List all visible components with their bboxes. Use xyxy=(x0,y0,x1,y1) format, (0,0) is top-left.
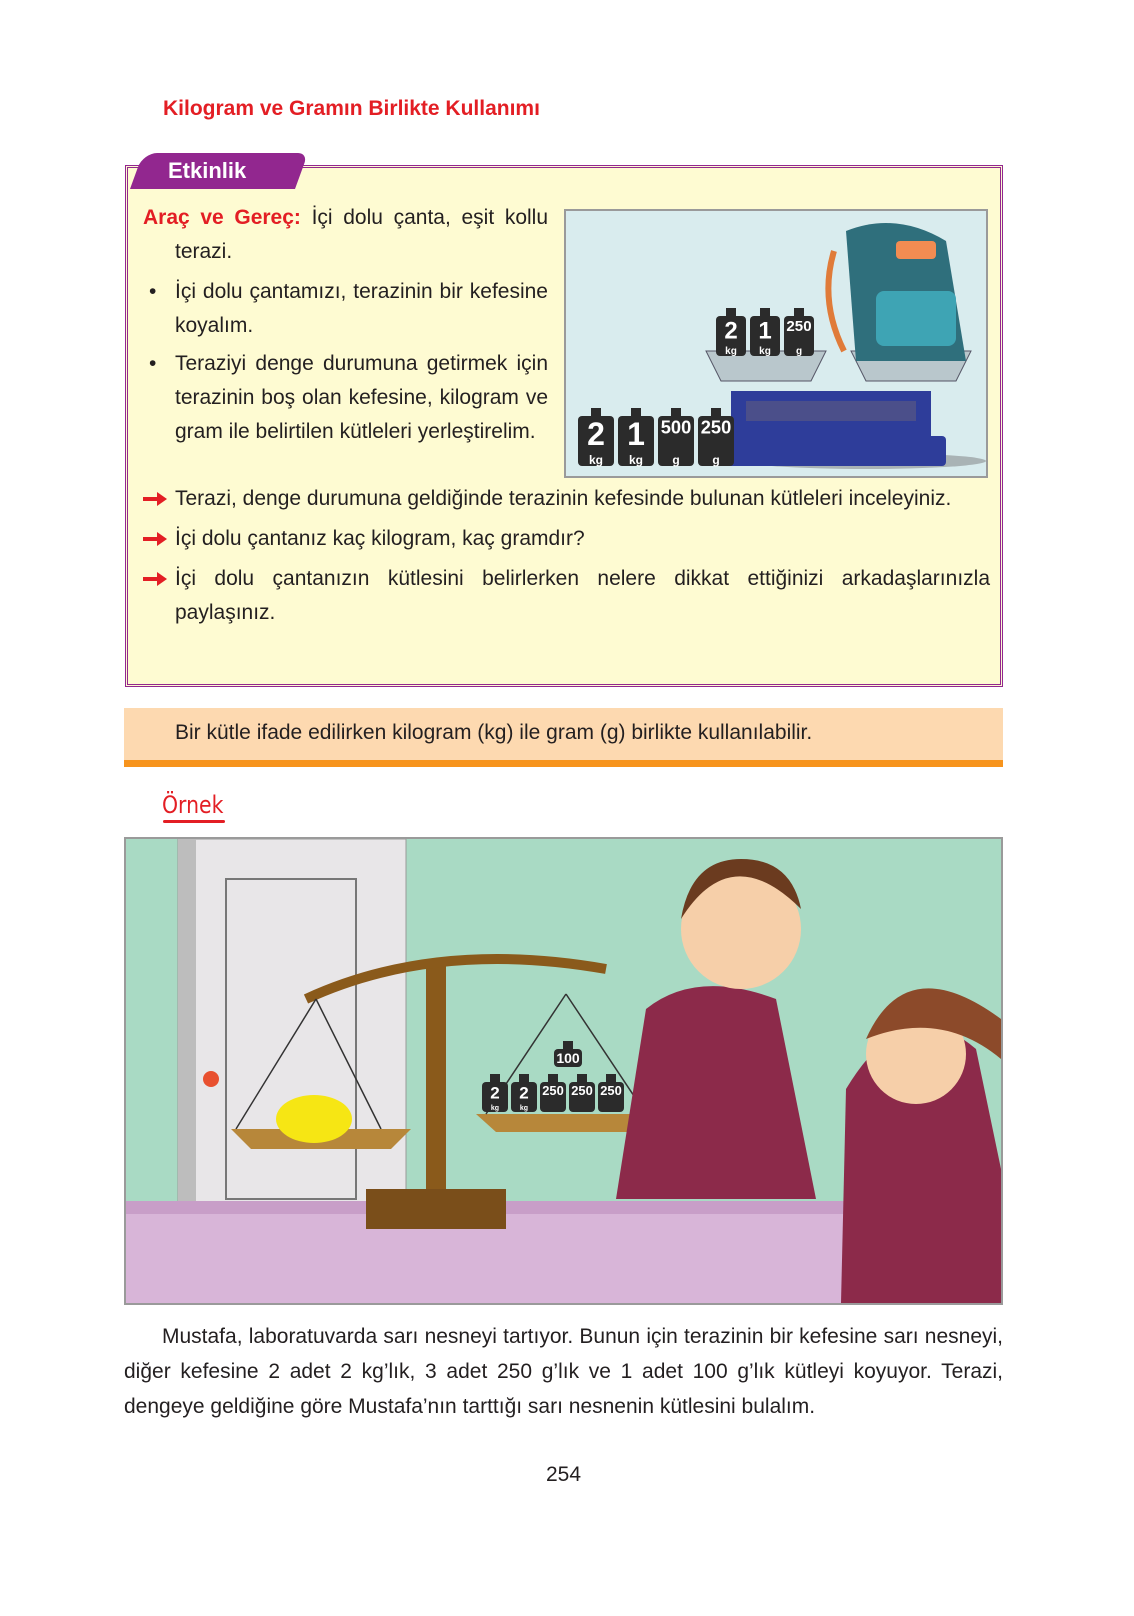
weight-value: 100 xyxy=(556,1049,580,1066)
weight-value: 2 xyxy=(519,1083,529,1103)
question-item xyxy=(143,562,990,630)
weight-unit: g xyxy=(672,453,680,467)
weight-2kg xyxy=(482,1074,508,1112)
lab-drawing xyxy=(126,839,1001,1303)
page xyxy=(124,0,1003,1608)
bullet-dot: • xyxy=(149,352,157,375)
materials xyxy=(143,201,548,269)
weight-knob xyxy=(548,1074,558,1083)
weight-unit: kg xyxy=(490,1105,500,1112)
weight-value: 500 xyxy=(660,416,692,438)
red-arrow-icon xyxy=(143,532,167,546)
weight-250 xyxy=(598,1074,624,1112)
weight-250g xyxy=(698,408,734,467)
weight-value: 1 xyxy=(758,317,772,345)
info-bar xyxy=(124,760,1003,767)
weight-unit: g xyxy=(795,346,803,357)
bullet-dot: • xyxy=(149,280,157,303)
weight-value: 2 xyxy=(490,1083,500,1103)
weight-100 xyxy=(554,1041,582,1067)
example-label: Örnek xyxy=(162,791,224,819)
materials-text: İçi dolu çanta, eşit kollu terazi. xyxy=(175,206,549,263)
weight-value: 250 xyxy=(700,416,732,438)
weight-knob xyxy=(490,1074,500,1083)
activity xyxy=(124,153,1003,687)
weight-value: 250 xyxy=(600,1082,622,1098)
lab-scale-illustration xyxy=(124,837,1003,1305)
question-text: İçi dolu çantanızın kütlesini belirlerken nelere dikkat ettiğinizi arkadaşlarınızla paylaşınız. xyxy=(175,567,990,624)
red-arrow-icon xyxy=(143,492,167,506)
weight-value: 2 xyxy=(724,317,738,345)
weight-knob xyxy=(726,308,736,317)
weight-knob xyxy=(519,1074,529,1083)
section-title: Kilogram ve Gramın Birlikte Kullanımı xyxy=(163,97,540,120)
weight-value: 2 xyxy=(587,416,605,453)
weight-unit: kg xyxy=(759,346,771,357)
weight-2kg xyxy=(578,408,614,467)
bullet-text: Teraziyi denge durumuna getirmek için terazinin boş olan kefesine, kilogram ve gram ile belirtilen kütleleri yerleştirelim. xyxy=(175,352,548,443)
weight-250g xyxy=(784,308,814,357)
weight-250 xyxy=(540,1074,566,1112)
activity-top-row xyxy=(143,201,988,478)
weight-1kg xyxy=(618,408,654,467)
weight-unit: kg xyxy=(725,346,737,357)
scale-drawing xyxy=(566,211,986,476)
weight-2kg xyxy=(716,308,746,357)
weight-value: 250 xyxy=(786,317,812,335)
questions-list xyxy=(143,482,990,630)
question-item xyxy=(143,522,990,556)
bullet-text: İçi dolu çantamızı, terazinin bir kefesine koyalım. xyxy=(175,280,548,337)
bullet-item xyxy=(143,347,548,449)
weight-unit: kg xyxy=(588,453,604,467)
question-text: İçi dolu çantanız kaç kilogram, kaç gramdır? xyxy=(175,527,585,550)
example-underline xyxy=(163,820,225,823)
weight-unit: kg xyxy=(628,453,644,467)
materials-column xyxy=(143,201,548,449)
weight-500g xyxy=(658,408,694,467)
weight-unit: g xyxy=(712,453,720,467)
weight-unit: kg xyxy=(519,1105,529,1112)
bullet-item xyxy=(143,275,548,343)
activity-box xyxy=(125,165,1003,687)
example-paragraph: Mustafa, laboratuvarda sarı nesneyi tartıyor. Bunun için terazinin bir kefesine sarı nesneyi, diğer kefesine 2 adet 2 kg’lık, 3 adet 250 g’lık ve 1 adet 100 g’lık kütleyi koyuyor. Terazi, dengeye geldiğine göre Mustafa’nın tarttığı sarı nesnenin kütlesini bulalım. xyxy=(124,1325,1003,1418)
red-arrow-icon xyxy=(143,572,167,586)
weight-2kg xyxy=(511,1074,537,1112)
weight-knob xyxy=(760,308,770,317)
question-item xyxy=(143,482,990,516)
weight-250 xyxy=(569,1074,595,1112)
weight-knob xyxy=(794,308,804,317)
activity-tab-label: Etkinlik xyxy=(168,158,247,183)
question-text: Terazi, denge durumuna geldiğinde terazinin kefesinde bulunan kütleleri inceleyiniz. xyxy=(175,487,952,510)
weight-value: 250 xyxy=(542,1082,564,1098)
info-note: Bir kütle ifade edilirken kilogram (kg) ile gram (g) birlikte kullanılabilir. xyxy=(124,708,1003,760)
weight-value: 1 xyxy=(627,416,645,453)
weight-1kg xyxy=(750,308,780,357)
page-number: 254 xyxy=(545,1463,582,1486)
weight-knob xyxy=(563,1041,573,1050)
materials-label: Araç ve Gereç: xyxy=(143,206,301,229)
weight-knob xyxy=(606,1074,616,1083)
backpack-scale-illustration xyxy=(564,209,988,478)
weight-knob xyxy=(577,1074,587,1083)
weight-value: 250 xyxy=(571,1082,593,1098)
